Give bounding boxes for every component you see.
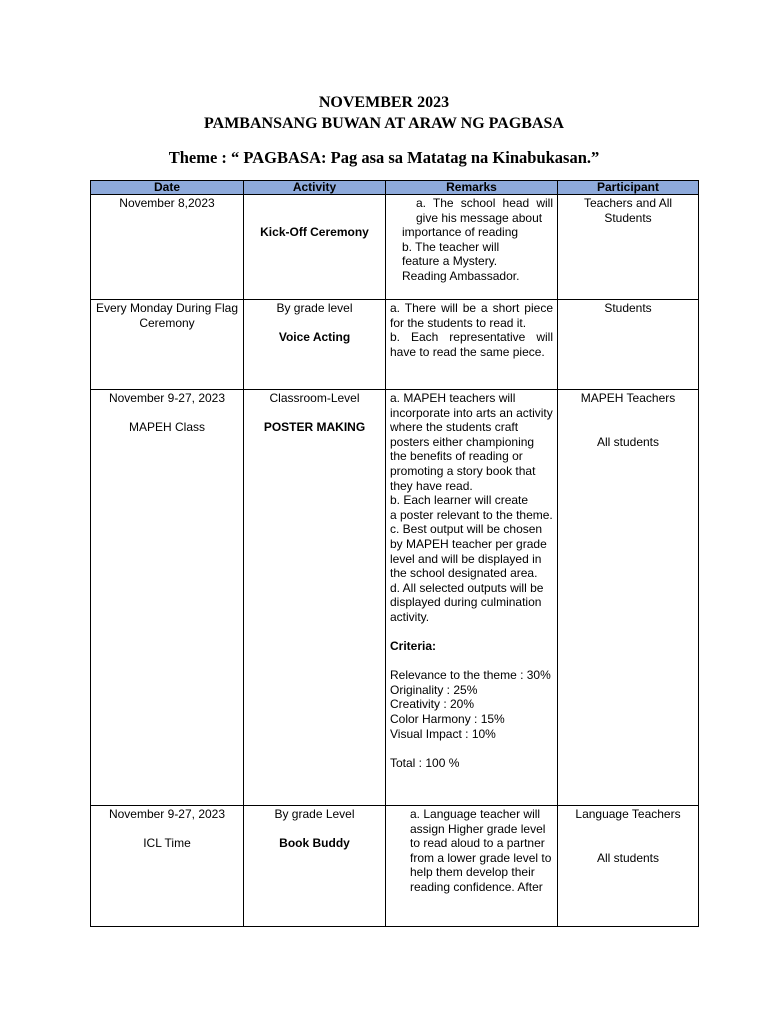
participant-text: Students — [604, 301, 652, 315]
header-activity: Activity — [244, 181, 386, 195]
date-cell — [91, 390, 244, 806]
activity-name: Voice Acting — [278, 330, 351, 345]
table-row — [91, 806, 699, 927]
date-text: Every Monday During Flag Ceremony — [95, 301, 239, 330]
activity-level: By grade Level — [274, 807, 355, 821]
header-remarks: Remarks — [386, 181, 558, 195]
date-cell — [91, 806, 244, 927]
criteria-item: Creativity : 20% — [390, 697, 475, 712]
criteria-item: Color Harmony : 15% — [390, 712, 505, 727]
activity-cell — [244, 300, 386, 390]
remarks-text: b. Each learner will create — [390, 493, 529, 508]
activity-name: Kick-Off Ceremony — [260, 225, 369, 240]
remarks-cell — [386, 390, 558, 806]
activity-cell — [244, 390, 386, 806]
table-row — [91, 195, 699, 300]
remarks-text: importance of reading — [402, 225, 519, 240]
date-subtext: MAPEH Class — [128, 420, 205, 435]
participant-text: MAPEH Teachers — [580, 391, 676, 405]
activity-name: POSTER MAKING — [263, 420, 366, 435]
participant-text: All students — [596, 850, 660, 865]
remarks-text: d. All selected outputs will be displayed during culmination activity. — [390, 580, 544, 624]
participant-cell — [558, 195, 699, 300]
activity-table — [90, 180, 699, 927]
participant-cell — [558, 390, 699, 806]
remarks-cell — [386, 806, 558, 927]
criteria-item: Relevance to the theme : 30% — [390, 668, 551, 683]
table-row — [91, 300, 699, 390]
criteria-total: Total : 100 % — [390, 755, 460, 770]
participant-text: Language Teachers — [575, 807, 681, 821]
remarks-text: Reading Ambassador. — [402, 268, 520, 283]
header-participant: Participant — [558, 181, 699, 195]
remarks-text: a. Language teacher will assign Higher grade level to read aloud to a partner from a lower grade level to help them develop their reading confidence. After — [410, 807, 552, 894]
activity-name: Book Buddy — [279, 836, 350, 851]
participant-cell — [558, 300, 699, 390]
criteria-item: Originality : 25% — [390, 682, 478, 697]
remarks-text: a. The school head will give his message about — [416, 196, 553, 225]
date-cell — [91, 300, 244, 390]
criteria-item: Visual Impact : 10% — [390, 726, 496, 741]
remarks-cell — [386, 300, 558, 390]
document-title-event: PAMBANSANG BUWAN AT ARAW NG PAGBASA — [204, 115, 564, 132]
participant-text: All students — [596, 434, 660, 449]
date-text: November 8,2023 — [119, 196, 215, 210]
date-text: November 9-27, 2023 — [108, 391, 226, 405]
remarks-text: a poster relevant to the theme. — [390, 507, 553, 522]
remarks-text: b. The teacher will — [402, 239, 500, 254]
remarks-text: a. MAPEH teachers will incorporate into arts an activity where the students craft posters either championing the benefits of reading or promoting a story book that they have read. — [390, 391, 553, 493]
remarks-text: a. There will be a short piece for the students to read it. — [390, 301, 553, 330]
activity-level: By grade level — [276, 301, 353, 315]
remarks-text: b. Each representative will have to read the same piece. — [390, 330, 553, 359]
document-title-month: NOVEMBER 2023 — [318, 94, 450, 111]
date-text: November 9-27, 2023 — [108, 807, 226, 821]
table-header-row — [91, 181, 699, 195]
participant-cell — [558, 806, 699, 927]
participant-text: Teachers and All Students — [583, 196, 673, 225]
criteria-label: Criteria: — [390, 639, 437, 654]
activity-cell — [244, 806, 386, 927]
activity-cell — [244, 195, 386, 300]
remarks-cell — [386, 195, 558, 300]
document-theme: Theme : “ PAGBASA: Pag asa sa Matatag na Kinabukasan.” — [168, 148, 600, 167]
activity-level: Classroom-Level — [269, 391, 360, 405]
remarks-text: feature a Mystery. — [402, 254, 498, 269]
date-subtext: ICL Time — [143, 836, 191, 851]
date-cell — [91, 195, 244, 300]
remarks-text: c. Best output will be chosen by MAPEH teacher per grade level and will be displayed in the school designated area. — [390, 522, 547, 581]
table-row — [91, 390, 699, 806]
header-date: Date — [91, 181, 244, 195]
